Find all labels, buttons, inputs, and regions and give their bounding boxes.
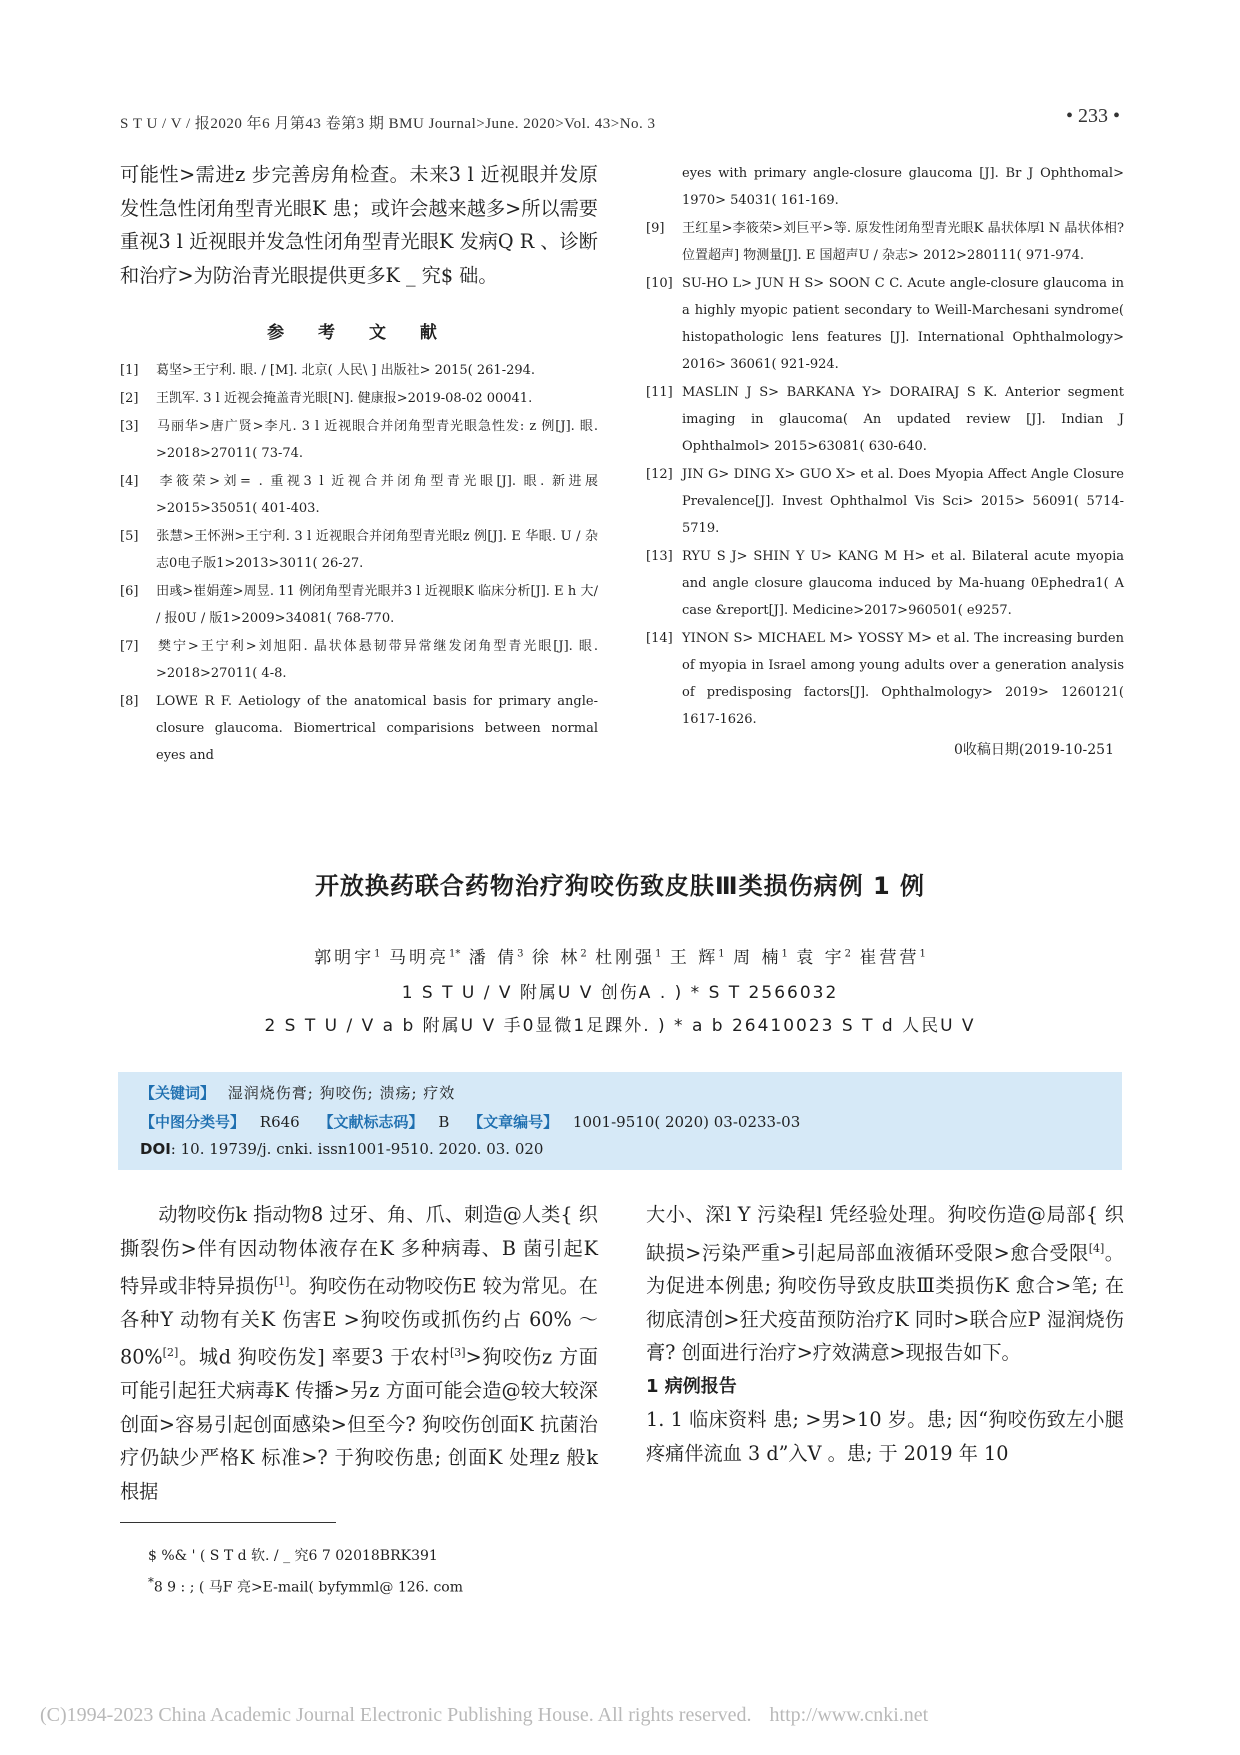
cnki-url[interactable]: http://www.cnki.net <box>769 1704 929 1726</box>
intro-paragraph <box>120 1198 598 1508</box>
copyright-text: (C)1994-2023 China Academic Journal Electronic Publishing House. All rights reserved. <box>40 1704 752 1726</box>
reference-item <box>120 688 598 769</box>
corresponding-author-footnote <box>148 1575 463 1597</box>
doc-code-value: B <box>438 1113 450 1131</box>
author-name: 马明亮 <box>388 948 449 968</box>
reference-number: [7] <box>120 639 139 654</box>
reference-item <box>120 523 598 577</box>
reference-item <box>646 461 1124 542</box>
author-name: 王 辉 <box>669 948 719 968</box>
intro-right-text-2: 。为促进本例患; 狗咬伤导致皮肤Ⅲ类损伤K 愈合>笔; 在彻底清创>狂犬疫苗预防治疗K 同时>联合应P 湿润烧伤膏? 创面进行治疗>疗效满意>现报告如下。 <box>646 1240 1124 1365</box>
author-affiliation-mark: 1* <box>448 948 461 960</box>
author-name: 袁 宇 <box>796 948 845 968</box>
reference-item <box>646 625 1124 733</box>
reference-number: [4] <box>120 474 139 489</box>
reference-item <box>120 633 598 687</box>
author-name: 周 楠 <box>733 948 782 968</box>
author-affiliation-mark: 1 <box>718 948 725 960</box>
author-list <box>120 943 1120 968</box>
reference-number: [12] <box>646 467 673 482</box>
reference-number: [8] <box>120 694 139 709</box>
clc-value: R646 <box>259 1113 300 1131</box>
reference-text: 王凯军. 3 l 近视会掩盖青光眼[N]. 健康报>2019-08-02 00041. <box>156 391 533 406</box>
left-column-body <box>120 1198 598 1508</box>
clc-label: 【中图分类号】 <box>140 1113 246 1131</box>
reference-item <box>120 385 598 412</box>
reference-item <box>120 578 598 632</box>
reference-item <box>646 379 1124 460</box>
author-name: 郭明宇 <box>314 948 375 968</box>
doc-code-label: 【文献标志码】 <box>318 1113 424 1131</box>
reference-list-left <box>120 357 598 769</box>
reference-item <box>120 413 598 467</box>
intro-right-text-1: 大小、深l Y 污染程l 凭经验处理。狗咬伤造@局部{ 织缺损>污染严重>引起局部血液循环受限>愈合受限 <box>646 1203 1124 1264</box>
citation-2: [2] <box>162 1346 179 1360</box>
subsection-clinical-data: 1. 1 临床资料 患; >男>10 岁。患; 因“狗咬伤致左小腿疼痛伴流血 3 d”入V 。患; 于 2019 年 10 <box>646 1408 1124 1465</box>
reference-number: [1] <box>120 363 139 378</box>
affiliation-1: 1 S T U / V 附属U V 创伤A . ) * S T 2566032 <box>401 983 839 1003</box>
reference-item <box>646 270 1124 378</box>
section-heading-case-report: 1 病例报告 <box>646 1375 737 1397</box>
copyright-notice <box>40 1704 928 1727</box>
footnote-mark: * <box>148 1575 154 1589</box>
reference-text: SU-HO L> JUN H S> SOON C C. Acute angle-closure glaucoma in a highly myopic patient secondary to Weill-Marchesani syndrome( histopathologic lens features [J]. International Ophthalmology> 2016> 36061( 921-924. <box>682 276 1124 372</box>
reference-text: 葛坚>王宁利. 眼. / [M]. 北京( 人民\ ] 出版社> 2015( 261-294. <box>156 363 536 378</box>
right-column-body <box>646 1198 1124 1470</box>
received-date: 0收稿日期(2019-10-251 <box>954 742 1114 758</box>
reference-number: [13] <box>646 549 673 564</box>
reference-number: [14] <box>646 631 673 646</box>
doi-value: : 10. 19739/j. cnki. issn1001-9510. 2020. 03. 020 <box>170 1140 544 1158</box>
page-header <box>120 100 1120 140</box>
reference-8-continued: eyes with primary angle-closure glaucoma [J]. Br J Ophthomal> 1970> 54031( 161-169. <box>682 166 1124 208</box>
author-name: 崔营营 <box>859 948 920 968</box>
reference-text: 田彧>崔娟莲>周昱. 11 例闭角型青光眼并3 l 近视眼K 临床分析[J]. E h 大/ / 报0U / 版1>2009>34081( 768-770. <box>156 584 598 626</box>
author-affiliation-mark: 1 <box>919 948 926 960</box>
author-affiliation-mark: 2 <box>844 948 852 960</box>
citation-4: [4] <box>1088 1241 1105 1255</box>
author-affiliation-mark: 1 <box>374 948 381 960</box>
reference-item <box>646 215 1124 269</box>
reference-number: [2] <box>120 391 139 406</box>
reference-number: [9] <box>646 221 665 236</box>
doi-label: DOI <box>140 1140 171 1158</box>
right-column-top <box>646 160 1124 759</box>
classification-line <box>140 1111 800 1132</box>
reference-text: 樊宁>王宁利>刘旭阳. 晶状体悬韧带异常继发闭角型青光眼[J]. 眼. >2018>27011( 4-8. <box>156 639 598 681</box>
reference-text: 王红星>李筱荣>刘巨平>等. 原发性闭角型青光眼K 晶状体厚l N 晶状体相? 位置超声] 物测量[J]. E 国超声U / 杂志> 2012>280111( 971-974. <box>682 221 1124 263</box>
author-name: 潘 倩 <box>468 948 518 968</box>
reference-number: [10] <box>646 276 673 291</box>
reference-text: MASLIN J S> BARKANA Y> DORAIRAJ S K. Anterior segment imaging in glaucoma( An updated review [J]. Indian J Ophthalmol> 2015>63081( 630-640. <box>682 385 1124 454</box>
author-affiliation-mark: 3 <box>517 948 524 960</box>
reference-text: RYU S J> SHIN Y U> KANG M H> et al. Bilateral acute myopia and angle closure glaucoma induced by Ma-huang 0Ephedra1( A case &report[J]. Medicine>2017>960501( e9257. <box>682 549 1124 618</box>
footnote-divider <box>120 1522 336 1523</box>
keywords-value: 湿润烧伤膏; 狗咬伤; 溃疡; 疗效 <box>227 1084 456 1102</box>
article-no-value: 1001-9510( 2020) 03-0233-03 <box>572 1113 801 1131</box>
keywords-line <box>140 1082 455 1103</box>
reference-text: YINON S> MICHAEL M> YOSSY M> et al. The increasing burden of myopia in Israel among young adults over a generation analysis of predisposing factors[J]. Ophthalmology> 2019> 1260121( 1617-1626. <box>682 631 1124 727</box>
citation-3: [3] <box>450 1346 466 1360</box>
reference-number: [3] <box>120 419 139 434</box>
journal-running-head: S T U / V / 报2020 年6 月第43 卷第3 期 BMU Journal>June. 2020>Vol. 43>No. 3 <box>120 116 656 132</box>
author-name: 徐 林 <box>531 948 581 968</box>
author-affiliation-mark: 1 <box>781 948 788 960</box>
reference-number: [11] <box>646 385 673 400</box>
citation-1: [1] <box>273 1275 290 1288</box>
author-affiliation-mark: 2 <box>580 948 587 960</box>
intro-text-1: 动物咬伤k 指动物8 过牙、角、爪、刺造@人类{ 织撕裂伤>伴有因动物体液存在K 多种病毒、B 菌引起K 特异或非特异损伤 <box>120 1203 598 1298</box>
author-name: 杜刚强 <box>595 948 656 968</box>
doi-line <box>140 1140 543 1158</box>
prev-article-continued-text: 可能性>需进z 步完善房角检查。未来3 l 近视眼并发原发性急性闭角型青光眼K 患；或许会越来越多>所以需要重视3 l 近视眼并发急性闭角型青光眼K 发病Q R 、诊断和治疗>为防治青光眼提供更多K _ 究$ 础。 <box>120 163 598 287</box>
intro-text-4: >狗咬伤z 方面可能引起狂犬病毒K 传播>另z 方面可能会造@较大较深创面>容易引起创面感染>但至今? 狗咬伤创面K 抗菌治疗仍缺少严格K 标准>? 于狗咬伤患; 创面K 处理z 般k 根据 <box>120 1345 598 1503</box>
author-affiliation-mark: 1 <box>655 948 662 960</box>
left-column-top <box>120 158 598 770</box>
intro-text-2: 。狗咬伤在动物咬伤E 较为常见。在各种Y 动物有关K 伤害E >狗咬伤或抓伤约占 60% ～80% <box>120 1274 598 1369</box>
reference-text: 李筱荣>刘= . 重视3 l 近视合并闭角型青光眼[J]. 眼. 新进展>2015>35051( 401-403. <box>156 474 598 516</box>
corresponding-author-text: 8 9 : ; ( 马F 亮>E-mail( byfymml@ 126. com <box>153 1579 463 1596</box>
reference-text: 马丽华>唐广贤>李凡. 3 l 近视眼合并闭角型青光眼急性发: z 例[J]. 眼. >2018>27011( 73-74. <box>156 419 598 461</box>
reference-item <box>120 357 598 384</box>
references-heading: 参 考 文 献 <box>267 323 451 343</box>
funding-footnote: $ %& ' ( S T d 软. / _ 究6 7 02018BRK391 <box>148 1548 438 1564</box>
affiliation-2: 2 S T U / V a b 附属U V 手0显微1足踝外. ) * a b 26410023 S T d 人民U V <box>264 1016 976 1036</box>
page-number: • 233 • <box>1065 105 1120 127</box>
intro-paragraph-continued <box>646 1198 1124 1370</box>
reference-text: LOWE R F. Aetiology of the anatomical basis for primary angle-closure glaucoma. Biomertrical comparisions between normal eyes and <box>156 694 598 763</box>
intro-text-3: 。城d 狗咬伤发] 率要3 于农村 <box>178 1345 450 1369</box>
keywords-label: 【关键词】 <box>140 1084 216 1102</box>
article-no-label: 【文章编号】 <box>468 1113 559 1131</box>
reference-text: JIN G> DING X> GUO X> et al. Does Myopia Affect Angle Closure Prevalence[J]. Invest Ophthalmol Vis Sci> 2015> 56091( 5714-5719. <box>682 467 1124 536</box>
article-title: 开放换药联合药物治疗狗咬伤致皮肤Ⅲ类损伤病例 1 例 <box>314 872 926 900</box>
keyword-box <box>118 1072 1122 1170</box>
reference-item <box>646 543 1124 624</box>
reference-item <box>120 468 598 522</box>
reference-number: [6] <box>120 584 139 599</box>
reference-list-right <box>646 215 1124 733</box>
reference-number: [5] <box>120 529 139 544</box>
reference-text: 张慧>王怀洲>王宁利. 3 l 近视眼合并闭角型青光眼z 例[J]. E 华眼. U / 杂志0电子版1>2013>3011( 26-27. <box>156 529 598 571</box>
